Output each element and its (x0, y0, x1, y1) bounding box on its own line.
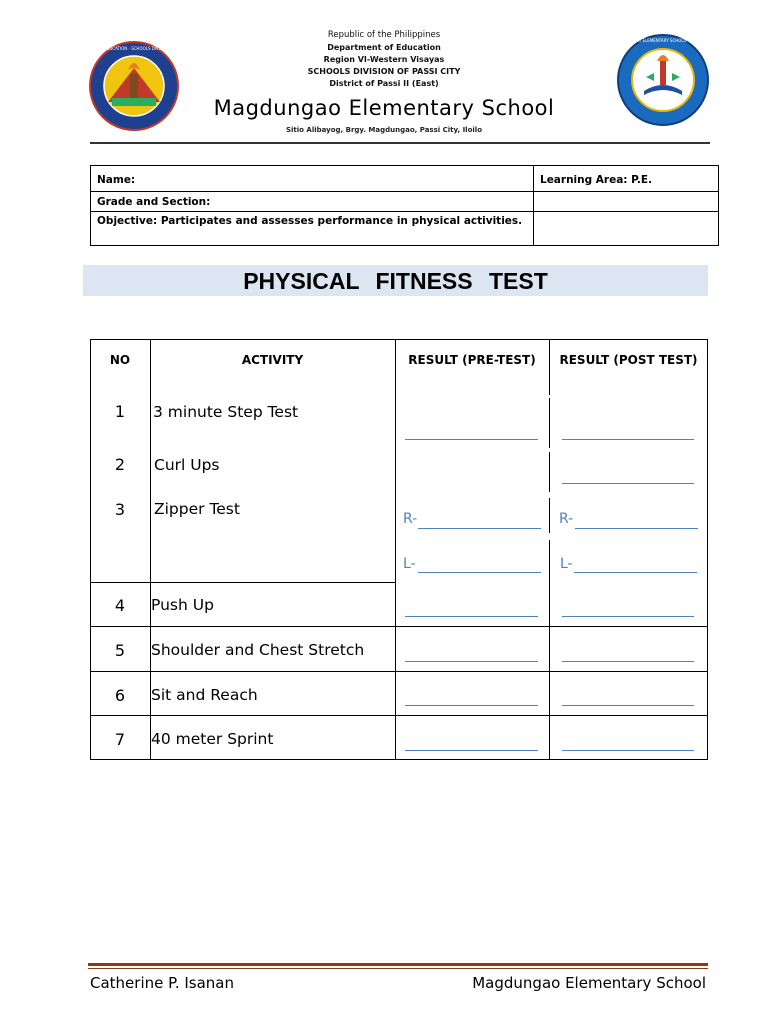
post-test-blank-step[interactable] (562, 438, 694, 440)
name-field[interactable]: Name: (91, 166, 534, 192)
post-test-blank-zipper-right[interactable] (575, 527, 698, 529)
row-divider-4 (90, 626, 708, 627)
info-empty-cell-2 (534, 212, 719, 246)
activity-sprint: 40 meter Sprint (151, 730, 274, 748)
footer-author: Catherine P. Isanan (90, 974, 235, 992)
row-number: 4 (114, 596, 126, 615)
activity-step-test: 3 minute Step Test (153, 403, 299, 421)
pre-test-left-label: L- (403, 556, 416, 572)
student-info-table (90, 165, 719, 246)
col-divider-result-1 (549, 398, 550, 448)
post-test-right-label: R- (559, 511, 574, 527)
grade-section-field[interactable]: Grade and Section: (91, 192, 534, 212)
row-number: 5 (114, 641, 126, 660)
activity-zipper-test: Zipper Test (154, 500, 240, 518)
learning-area: Learning Area: P.E. (534, 166, 719, 192)
col-divider-result-head (549, 339, 550, 395)
col-divider-result-3 (549, 498, 550, 533)
activity-sit-reach: Sit and Reach (151, 686, 258, 704)
post-test-blank-sit-reach[interactable] (562, 704, 694, 706)
row-number: 3 (114, 500, 126, 519)
header-region: Region VI-Western Visayas (323, 55, 445, 64)
footer-rule-thick (88, 963, 708, 966)
pre-test-blank-zipper-left[interactable] (418, 571, 541, 573)
school-name: Magdungao Elementary School (213, 96, 555, 120)
row-number: 2 (114, 455, 126, 474)
footer-school: Magdungao Elementary School (472, 974, 706, 992)
pre-test-blank-shoulder[interactable] (405, 660, 538, 662)
activity-curl-ups: Curl Ups (154, 456, 220, 474)
pre-test-blank-zipper-right[interactable] (418, 527, 541, 529)
pre-test-blank-sit-reach[interactable] (405, 704, 538, 706)
row-number: 1 (114, 402, 126, 421)
row-number: 7 (114, 730, 126, 749)
pre-test-blank-step[interactable] (405, 438, 538, 440)
seal-right-text: MAGDUNGAO ELEMENTARY SCHOOL · PASSI CITY (614, 38, 712, 43)
footer-rule-thin (88, 968, 708, 969)
activity-push-up: Push Up (151, 596, 214, 614)
page-title: PHYSICAL FITNESS TEST (243, 268, 548, 294)
header-division: SCHOOLS DIVISION OF PASSI CITY (307, 67, 461, 76)
info-empty-cell-1 (534, 192, 719, 212)
header-pre-test: RESULT (PRE-TEST) (408, 353, 536, 367)
row-number: 6 (114, 686, 126, 705)
col-divider-activity (395, 339, 396, 760)
header-no: NO (109, 353, 131, 367)
pre-test-blank-push-up[interactable] (405, 615, 538, 617)
school-address: Sitio Alibayog, Brgy. Magdungao, Passi City, Iloilo (285, 126, 483, 134)
pre-test-right-label: R- (403, 511, 418, 527)
post-test-blank-zipper-left[interactable] (574, 571, 697, 573)
row-divider-5 (90, 671, 708, 672)
activity-shoulder-chest: Shoulder and Chest Stretch (151, 641, 365, 659)
post-test-blank-curl-ups[interactable] (562, 482, 694, 484)
row-divider-6 (90, 715, 708, 716)
col-divider-result-4 (549, 540, 550, 760)
header-activity: ACTIVITY (241, 353, 304, 367)
pre-test-blank-sprint[interactable] (405, 749, 538, 751)
header-divider (90, 142, 710, 144)
post-test-blank-sprint[interactable] (562, 749, 694, 751)
seal-left-text: DEPARTMENT OF EDUCATION · SCHOOLS DIVISION OF PASSI CITY (68, 46, 200, 51)
header-department: Department of Education (327, 43, 441, 52)
objective-text: Objective: Participates and assesses performance in physical activities. (91, 212, 534, 246)
header-republic: Republic of the Philippines (327, 30, 441, 40)
header-district: District of Passi II (East) (329, 79, 439, 88)
col-divider-result-2 (549, 452, 550, 492)
row-divider-3 (90, 582, 396, 583)
header-post-test: RESULT (POST TEST) (559, 353, 698, 367)
post-test-left-label: L- (560, 556, 573, 572)
post-test-blank-shoulder[interactable] (562, 660, 694, 662)
post-test-blank-push-up[interactable] (562, 615, 694, 617)
